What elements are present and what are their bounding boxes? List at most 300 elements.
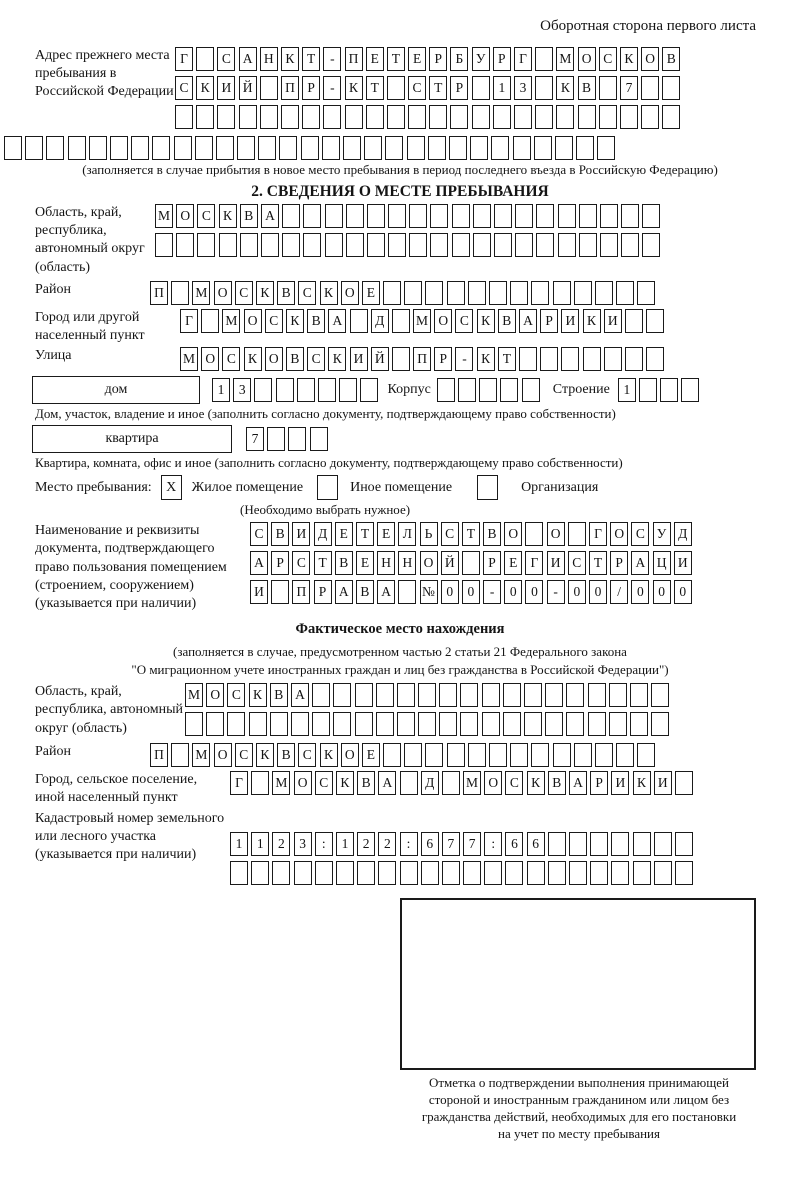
char-cell[interactable]: [392, 309, 410, 333]
char-cell[interactable]: [637, 743, 655, 767]
char-cell[interactable]: Е: [335, 522, 353, 546]
char-cell[interactable]: М: [222, 309, 240, 333]
char-cell[interactable]: [392, 347, 410, 371]
char-cell[interactable]: С: [298, 281, 316, 305]
char-cell[interactable]: [397, 683, 415, 707]
char-cell[interactable]: [388, 204, 406, 228]
char-cell[interactable]: [531, 281, 549, 305]
char-cell[interactable]: [654, 832, 672, 856]
char-cell[interactable]: Р: [610, 551, 628, 575]
char-cell[interactable]: [600, 233, 618, 257]
char-cell[interactable]: [175, 105, 193, 129]
char-cell[interactable]: [654, 861, 672, 885]
char-cell[interactable]: Г: [514, 47, 532, 71]
char-cell[interactable]: [450, 105, 468, 129]
char-cell[interactable]: [315, 861, 333, 885]
char-cell[interactable]: [237, 136, 255, 160]
char-cell[interactable]: [510, 743, 528, 767]
char-cell[interactable]: 2: [378, 832, 396, 856]
char-cell[interactable]: 7: [442, 832, 460, 856]
char-cell[interactable]: [240, 233, 258, 257]
char-cell[interactable]: К: [256, 281, 274, 305]
char-cell[interactable]: И: [250, 580, 268, 604]
char-cell[interactable]: [494, 204, 512, 228]
char-cell[interactable]: Ц: [653, 551, 671, 575]
char-cell[interactable]: Г: [230, 771, 248, 795]
char-cell[interactable]: 2: [272, 832, 290, 856]
char-cell[interactable]: Р: [590, 771, 608, 795]
char-cell[interactable]: Н: [398, 551, 416, 575]
char-cell[interactable]: [398, 580, 416, 604]
char-cell[interactable]: [611, 832, 629, 856]
char-cell[interactable]: И: [547, 551, 565, 575]
char-cell[interactable]: [282, 204, 300, 228]
char-cell[interactable]: [568, 522, 586, 546]
char-cell[interactable]: С: [455, 309, 473, 333]
char-cell[interactable]: [387, 105, 405, 129]
char-cell[interactable]: [566, 683, 584, 707]
char-cell[interactable]: 7: [246, 427, 264, 451]
char-cell[interactable]: [536, 204, 554, 228]
char-cell[interactable]: [383, 743, 401, 767]
char-cell[interactable]: Р: [271, 551, 289, 575]
char-cell[interactable]: Т: [314, 551, 332, 575]
char-cell[interactable]: [197, 233, 215, 257]
char-cell[interactable]: [630, 712, 648, 736]
char-cell[interactable]: 1: [212, 378, 230, 402]
char-cell[interactable]: К: [320, 281, 338, 305]
char-cell[interactable]: Г: [175, 47, 193, 71]
char-cell[interactable]: [675, 861, 693, 885]
char-cell[interactable]: [662, 76, 680, 100]
char-cell[interactable]: О: [201, 347, 219, 371]
char-cell[interactable]: [595, 743, 613, 767]
char-cell[interactable]: [583, 347, 601, 371]
char-cell[interactable]: В: [356, 580, 374, 604]
char-cell[interactable]: 0: [589, 580, 607, 604]
char-cell[interactable]: [196, 47, 214, 71]
char-cell[interactable]: С: [222, 347, 240, 371]
char-cell[interactable]: [609, 712, 627, 736]
char-cell[interactable]: О: [504, 522, 522, 546]
char-cell[interactable]: [590, 861, 608, 885]
char-cell[interactable]: [388, 233, 406, 257]
char-cell[interactable]: 0: [441, 580, 459, 604]
char-cell[interactable]: К: [583, 309, 601, 333]
char-cell[interactable]: [611, 861, 629, 885]
char-cell[interactable]: У: [653, 522, 671, 546]
char-cell[interactable]: [260, 105, 278, 129]
char-cell[interactable]: Е: [362, 281, 380, 305]
char-cell[interactable]: Р: [314, 580, 332, 604]
char-cell[interactable]: С: [315, 771, 333, 795]
char-cell[interactable]: 3: [294, 832, 312, 856]
char-cell[interactable]: Д: [371, 309, 389, 333]
char-cell[interactable]: А: [519, 309, 537, 333]
char-cell[interactable]: О: [641, 47, 659, 71]
char-cell[interactable]: К: [244, 347, 262, 371]
char-cell[interactable]: О: [206, 683, 224, 707]
char-cell[interactable]: А: [250, 551, 268, 575]
char-cell[interactable]: [301, 136, 319, 160]
char-cell[interactable]: [548, 861, 566, 885]
char-cell[interactable]: [641, 76, 659, 100]
char-cell[interactable]: И: [350, 347, 368, 371]
char-cell[interactable]: [254, 378, 272, 402]
char-cell[interactable]: [171, 281, 189, 305]
char-cell[interactable]: 1: [493, 76, 511, 100]
char-cell[interactable]: [297, 378, 315, 402]
char-cell[interactable]: О: [341, 743, 359, 767]
char-cell[interactable]: [579, 204, 597, 228]
char-cell[interactable]: [367, 204, 385, 228]
char-cell[interactable]: Т: [462, 522, 480, 546]
char-cell[interactable]: А: [261, 204, 279, 228]
organization-checkbox[interactable]: [477, 475, 498, 500]
char-cell[interactable]: [430, 204, 448, 228]
char-cell[interactable]: [646, 309, 664, 333]
char-cell[interactable]: Й: [371, 347, 389, 371]
char-cell[interactable]: Й: [441, 551, 459, 575]
char-cell[interactable]: [110, 136, 128, 160]
char-cell[interactable]: [553, 281, 571, 305]
char-cell[interactable]: 1: [336, 832, 354, 856]
char-cell[interactable]: [463, 861, 481, 885]
char-cell[interactable]: [479, 378, 497, 402]
char-cell[interactable]: [641, 105, 659, 129]
char-cell[interactable]: [155, 233, 173, 257]
char-cell[interactable]: [616, 281, 634, 305]
char-cell[interactable]: С: [599, 47, 617, 71]
char-cell[interactable]: [527, 861, 545, 885]
char-cell[interactable]: [522, 378, 540, 402]
char-cell[interactable]: С: [505, 771, 523, 795]
char-cell[interactable]: [553, 743, 571, 767]
char-cell[interactable]: О: [610, 522, 628, 546]
char-cell[interactable]: Т: [589, 551, 607, 575]
char-cell[interactable]: [558, 233, 576, 257]
char-cell[interactable]: 1: [251, 832, 269, 856]
char-cell[interactable]: [460, 683, 478, 707]
char-cell[interactable]: К: [527, 771, 545, 795]
char-cell[interactable]: О: [547, 522, 565, 546]
char-cell[interactable]: Д: [674, 522, 692, 546]
char-cell[interactable]: [637, 281, 655, 305]
char-cell[interactable]: [409, 204, 427, 228]
char-cell[interactable]: И: [292, 522, 310, 546]
char-cell[interactable]: [484, 861, 502, 885]
char-cell[interactable]: [452, 233, 470, 257]
char-cell[interactable]: [558, 204, 576, 228]
char-cell[interactable]: М: [556, 47, 574, 71]
char-cell[interactable]: [545, 683, 563, 707]
char-cell[interactable]: [325, 233, 343, 257]
char-cell[interactable]: [491, 136, 509, 160]
char-cell[interactable]: [535, 105, 553, 129]
char-cell[interactable]: Т: [356, 522, 374, 546]
char-cell[interactable]: [609, 683, 627, 707]
char-cell[interactable]: [421, 861, 439, 885]
char-cell[interactable]: [468, 743, 486, 767]
char-cell[interactable]: А: [335, 580, 353, 604]
char-cell[interactable]: [323, 105, 341, 129]
char-cell[interactable]: [251, 861, 269, 885]
char-cell[interactable]: [566, 712, 584, 736]
char-cell[interactable]: [185, 712, 203, 736]
char-cell[interactable]: К: [196, 76, 214, 100]
char-cell[interactable]: [195, 136, 213, 160]
char-cell[interactable]: [383, 281, 401, 305]
char-cell[interactable]: М: [272, 771, 290, 795]
char-cell[interactable]: [258, 136, 276, 160]
char-cell[interactable]: В: [277, 281, 295, 305]
char-cell[interactable]: В: [307, 309, 325, 333]
char-cell[interactable]: [303, 233, 321, 257]
char-cell[interactable]: О: [434, 309, 452, 333]
char-cell[interactable]: 0: [674, 580, 692, 604]
char-cell[interactable]: [681, 378, 699, 402]
char-cell[interactable]: О: [294, 771, 312, 795]
char-cell[interactable]: М: [192, 743, 210, 767]
char-cell[interactable]: [261, 233, 279, 257]
char-cell[interactable]: О: [244, 309, 262, 333]
char-cell[interactable]: С: [235, 743, 253, 767]
char-cell[interactable]: [310, 427, 328, 451]
char-cell[interactable]: [468, 281, 486, 305]
char-cell[interactable]: В: [286, 347, 304, 371]
char-cell[interactable]: [196, 105, 214, 129]
char-cell[interactable]: С: [568, 551, 586, 575]
char-cell[interactable]: [282, 233, 300, 257]
char-cell[interactable]: [473, 204, 491, 228]
char-cell[interactable]: В: [271, 522, 289, 546]
char-cell[interactable]: [439, 683, 457, 707]
char-cell[interactable]: О: [176, 204, 194, 228]
char-cell[interactable]: [355, 683, 373, 707]
char-cell[interactable]: М: [185, 683, 203, 707]
char-cell[interactable]: №: [420, 580, 438, 604]
char-cell[interactable]: С: [227, 683, 245, 707]
char-cell[interactable]: Т: [302, 47, 320, 71]
char-cell[interactable]: [303, 204, 321, 228]
char-cell[interactable]: [590, 832, 608, 856]
char-cell[interactable]: [646, 347, 664, 371]
char-cell[interactable]: [494, 233, 512, 257]
char-cell[interactable]: П: [345, 47, 363, 71]
char-cell[interactable]: [534, 136, 552, 160]
char-cell[interactable]: В: [270, 683, 288, 707]
char-cell[interactable]: [357, 861, 375, 885]
char-cell[interactable]: [470, 136, 488, 160]
char-cell[interactable]: [376, 683, 394, 707]
char-cell[interactable]: У: [472, 47, 490, 71]
char-cell[interactable]: [505, 861, 523, 885]
char-cell[interactable]: [397, 712, 415, 736]
char-cell[interactable]: [660, 378, 678, 402]
char-cell[interactable]: [510, 281, 528, 305]
char-cell[interactable]: В: [548, 771, 566, 795]
char-cell[interactable]: [404, 743, 422, 767]
char-cell[interactable]: 0: [653, 580, 671, 604]
char-cell[interactable]: [68, 136, 86, 160]
char-cell[interactable]: М: [192, 281, 210, 305]
char-cell[interactable]: [355, 712, 373, 736]
char-cell[interactable]: [152, 136, 170, 160]
char-cell[interactable]: [428, 136, 446, 160]
char-cell[interactable]: С: [197, 204, 215, 228]
char-cell[interactable]: [343, 136, 361, 160]
char-cell[interactable]: [651, 683, 669, 707]
char-cell[interactable]: [4, 136, 22, 160]
char-cell[interactable]: А: [328, 309, 346, 333]
char-cell[interactable]: С: [307, 347, 325, 371]
char-cell[interactable]: [503, 712, 521, 736]
char-cell[interactable]: [625, 309, 643, 333]
char-cell[interactable]: О: [484, 771, 502, 795]
char-cell[interactable]: С: [441, 522, 459, 546]
char-cell[interactable]: А: [239, 47, 257, 71]
char-cell[interactable]: Н: [260, 47, 278, 71]
char-cell[interactable]: [473, 233, 491, 257]
char-cell[interactable]: [555, 136, 573, 160]
char-cell[interactable]: 6: [505, 832, 523, 856]
char-cell[interactable]: Е: [504, 551, 522, 575]
char-cell[interactable]: И: [604, 309, 622, 333]
char-cell[interactable]: М: [463, 771, 481, 795]
char-cell[interactable]: К: [286, 309, 304, 333]
char-cell[interactable]: [404, 281, 422, 305]
char-cell[interactable]: В: [498, 309, 516, 333]
char-cell[interactable]: М: [180, 347, 198, 371]
char-cell[interactable]: [46, 136, 64, 160]
char-cell[interactable]: [437, 378, 455, 402]
char-cell[interactable]: :: [484, 832, 502, 856]
char-cell[interactable]: С: [298, 743, 316, 767]
char-cell[interactable]: В: [483, 522, 501, 546]
char-cell[interactable]: 6: [527, 832, 545, 856]
char-cell[interactable]: [574, 281, 592, 305]
char-cell[interactable]: К: [281, 47, 299, 71]
char-cell[interactable]: [312, 712, 330, 736]
char-cell[interactable]: Т: [429, 76, 447, 100]
char-cell[interactable]: [251, 771, 269, 795]
char-cell[interactable]: [482, 683, 500, 707]
char-cell[interactable]: 7: [463, 832, 481, 856]
char-cell[interactable]: Н: [377, 551, 395, 575]
char-cell[interactable]: [312, 683, 330, 707]
char-cell[interactable]: Д: [421, 771, 439, 795]
char-cell[interactable]: А: [377, 580, 395, 604]
char-cell[interactable]: [548, 832, 566, 856]
char-cell[interactable]: [482, 712, 500, 736]
char-cell[interactable]: [249, 712, 267, 736]
char-cell[interactable]: [367, 233, 385, 257]
char-cell[interactable]: [675, 832, 693, 856]
char-cell[interactable]: [604, 347, 622, 371]
char-cell[interactable]: [360, 378, 378, 402]
char-cell[interactable]: [531, 743, 549, 767]
char-cell[interactable]: 1: [230, 832, 248, 856]
char-cell[interactable]: Е: [366, 47, 384, 71]
char-cell[interactable]: Т: [387, 47, 405, 71]
char-cell[interactable]: [642, 233, 660, 257]
char-cell[interactable]: [472, 76, 490, 100]
char-cell[interactable]: [418, 683, 436, 707]
char-cell[interactable]: [621, 204, 639, 228]
char-cell[interactable]: [407, 136, 425, 160]
char-cell[interactable]: [171, 743, 189, 767]
char-cell[interactable]: С: [250, 522, 268, 546]
char-cell[interactable]: [625, 347, 643, 371]
char-cell[interactable]: Е: [408, 47, 426, 71]
char-cell[interactable]: [574, 743, 592, 767]
char-cell[interactable]: К: [320, 743, 338, 767]
char-cell[interactable]: [408, 105, 426, 129]
char-cell[interactable]: [514, 105, 532, 129]
char-cell[interactable]: О: [578, 47, 596, 71]
char-cell[interactable]: С: [631, 522, 649, 546]
char-cell[interactable]: [174, 136, 192, 160]
char-cell[interactable]: [270, 712, 288, 736]
char-cell[interactable]: -: [323, 47, 341, 71]
char-cell[interactable]: [662, 105, 680, 129]
char-cell[interactable]: И: [561, 309, 579, 333]
char-cell[interactable]: В: [240, 204, 258, 228]
char-cell[interactable]: [458, 378, 476, 402]
char-cell[interactable]: [633, 832, 651, 856]
char-cell[interactable]: [630, 683, 648, 707]
char-cell[interactable]: [578, 105, 596, 129]
char-cell[interactable]: 3: [514, 76, 532, 100]
char-cell[interactable]: [545, 712, 563, 736]
char-cell[interactable]: [675, 771, 693, 795]
char-cell[interactable]: М: [155, 204, 173, 228]
char-cell[interactable]: [131, 136, 149, 160]
char-cell[interactable]: [561, 347, 579, 371]
residential-checkbox[interactable]: X: [161, 475, 182, 500]
char-cell[interactable]: К: [633, 771, 651, 795]
char-cell[interactable]: 0: [462, 580, 480, 604]
char-cell[interactable]: П: [413, 347, 431, 371]
char-cell[interactable]: Е: [356, 551, 374, 575]
char-cell[interactable]: 0: [631, 580, 649, 604]
char-cell[interactable]: [576, 136, 594, 160]
char-cell[interactable]: [206, 712, 224, 736]
char-cell[interactable]: 2: [357, 832, 375, 856]
char-cell[interactable]: [387, 76, 405, 100]
char-cell[interactable]: К: [256, 743, 274, 767]
char-cell[interactable]: [642, 204, 660, 228]
char-cell[interactable]: [376, 712, 394, 736]
char-cell[interactable]: [621, 233, 639, 257]
char-cell[interactable]: [176, 233, 194, 257]
char-cell[interactable]: [569, 861, 587, 885]
char-cell[interactable]: [25, 136, 43, 160]
char-cell[interactable]: [219, 233, 237, 257]
char-cell[interactable]: [217, 105, 235, 129]
char-cell[interactable]: И: [217, 76, 235, 100]
char-cell[interactable]: [540, 347, 558, 371]
char-cell[interactable]: С: [217, 47, 235, 71]
char-cell[interactable]: [239, 105, 257, 129]
char-cell[interactable]: [620, 105, 638, 129]
char-cell[interactable]: [460, 712, 478, 736]
char-cell[interactable]: [600, 204, 618, 228]
char-cell[interactable]: [385, 136, 403, 160]
char-cell[interactable]: /: [610, 580, 628, 604]
char-cell[interactable]: [439, 712, 457, 736]
char-cell[interactable]: [366, 105, 384, 129]
